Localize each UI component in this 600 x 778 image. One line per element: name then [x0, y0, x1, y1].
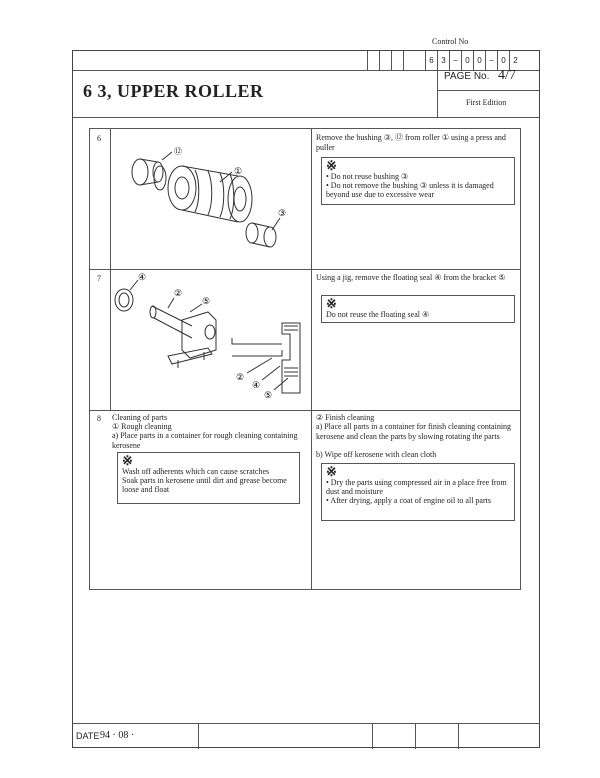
note-line: Do not reuse the floating seal ④ — [326, 310, 430, 319]
callout-label: ⑤ — [202, 296, 211, 306]
finish-cleaning-step-b: b) Wipe off kerosene with clean cloth — [316, 450, 437, 459]
blank-cell — [391, 51, 403, 70]
finish-cleaning-note — [321, 463, 515, 521]
page-number-label: PAGE No. — [444, 71, 490, 82]
blank-cell — [403, 51, 415, 70]
date-cell-divider — [415, 724, 416, 749]
note-mark: ※ — [122, 453, 133, 468]
note-mark: ※ — [326, 158, 337, 173]
step-7-text: Using a jig, remove the floating seal ④ from the bracket ⑤ — [316, 273, 506, 282]
step-number: 6 — [97, 134, 101, 143]
finish-cleaning-label: ② Finish cleaning — [316, 413, 375, 422]
date-label: DATE — [76, 731, 100, 741]
note-line: Soak parts in kerosene until dirt and grease become loose and float — [122, 476, 287, 494]
page-box-divider — [437, 70, 438, 117]
step-number: 8 — [97, 414, 101, 423]
callout-label: ② — [174, 288, 183, 298]
step-6-text: Remove the bushing ③, ⑫ from roller ① using a press and puller — [316, 133, 506, 152]
note-mark: ※ — [326, 296, 337, 311]
callout-label: ④ — [252, 380, 261, 390]
callout-label: ③ — [278, 208, 287, 218]
page-box-line — [437, 90, 539, 91]
blank-cell — [367, 51, 379, 70]
step-number: 7 — [97, 274, 101, 283]
row-divider — [90, 410, 520, 411]
page-number-value: 4/7 — [498, 68, 516, 83]
date-cell-divider — [458, 724, 459, 749]
cleaning-title: Cleaning of parts — [112, 413, 168, 422]
control-code-digit: 6 — [425, 51, 437, 70]
control-code-digit: 2 — [509, 51, 521, 70]
control-code-digit: − — [449, 51, 461, 70]
callout-label: ⑫ — [174, 147, 182, 156]
control-code-digit: 3 — [437, 51, 449, 70]
header-bottom-line — [73, 117, 539, 118]
control-code-digit: 0 — [473, 51, 485, 70]
note-line: • Do not remove the bushing ③ unless it is damaged beyond use due to excessive wear — [326, 181, 494, 199]
rough-cleaning-label: ① Rough cleaning — [112, 422, 172, 431]
callout-label: ④ — [138, 272, 147, 282]
date-cell-divider — [198, 724, 199, 749]
rough-cleaning-step: a) Place parts in a container for rough cleaning containing kerosene — [112, 431, 298, 450]
floating-seal-illustration — [112, 268, 312, 408]
callout-label: ① — [234, 166, 243, 176]
note-line: • Dry the parts using compressed air in a place free from dust and moisture — [326, 478, 507, 496]
note-mark: ※ — [326, 464, 337, 479]
page-title: 6 3, UPPER ROLLER — [83, 81, 264, 101]
date-row — [72, 723, 540, 749]
callout-label: ② — [236, 372, 245, 382]
note-line: Wash off adherents which can cause scratches — [122, 467, 270, 476]
blank-cell — [379, 51, 391, 70]
date-value: 94 · 08 · — [100, 730, 135, 741]
date-cell-divider — [372, 724, 373, 749]
roller-illustration — [120, 140, 300, 260]
callout-label: ⑤ — [264, 390, 273, 400]
control-code-digit: − — [485, 51, 497, 70]
control-no-label: Control No — [432, 37, 469, 46]
note-line: • Do not reuse bushing ③ — [326, 172, 409, 181]
control-code-digit: 0 — [497, 51, 509, 70]
step-7-note — [321, 295, 515, 323]
number-column-divider — [110, 129, 111, 411]
note-line: • After drying, apply a coat of engine oil to all parts — [326, 496, 491, 505]
step-6-note — [321, 157, 515, 205]
finish-cleaning-step-a: a) Place all parts in a container for finish cleaning containing kerosene and clean the parts by slowing rotating the parts — [316, 422, 512, 441]
edition-label: First Edition — [466, 98, 507, 107]
control-code-digit: 0 — [461, 51, 473, 70]
rough-cleaning-note — [117, 452, 300, 504]
